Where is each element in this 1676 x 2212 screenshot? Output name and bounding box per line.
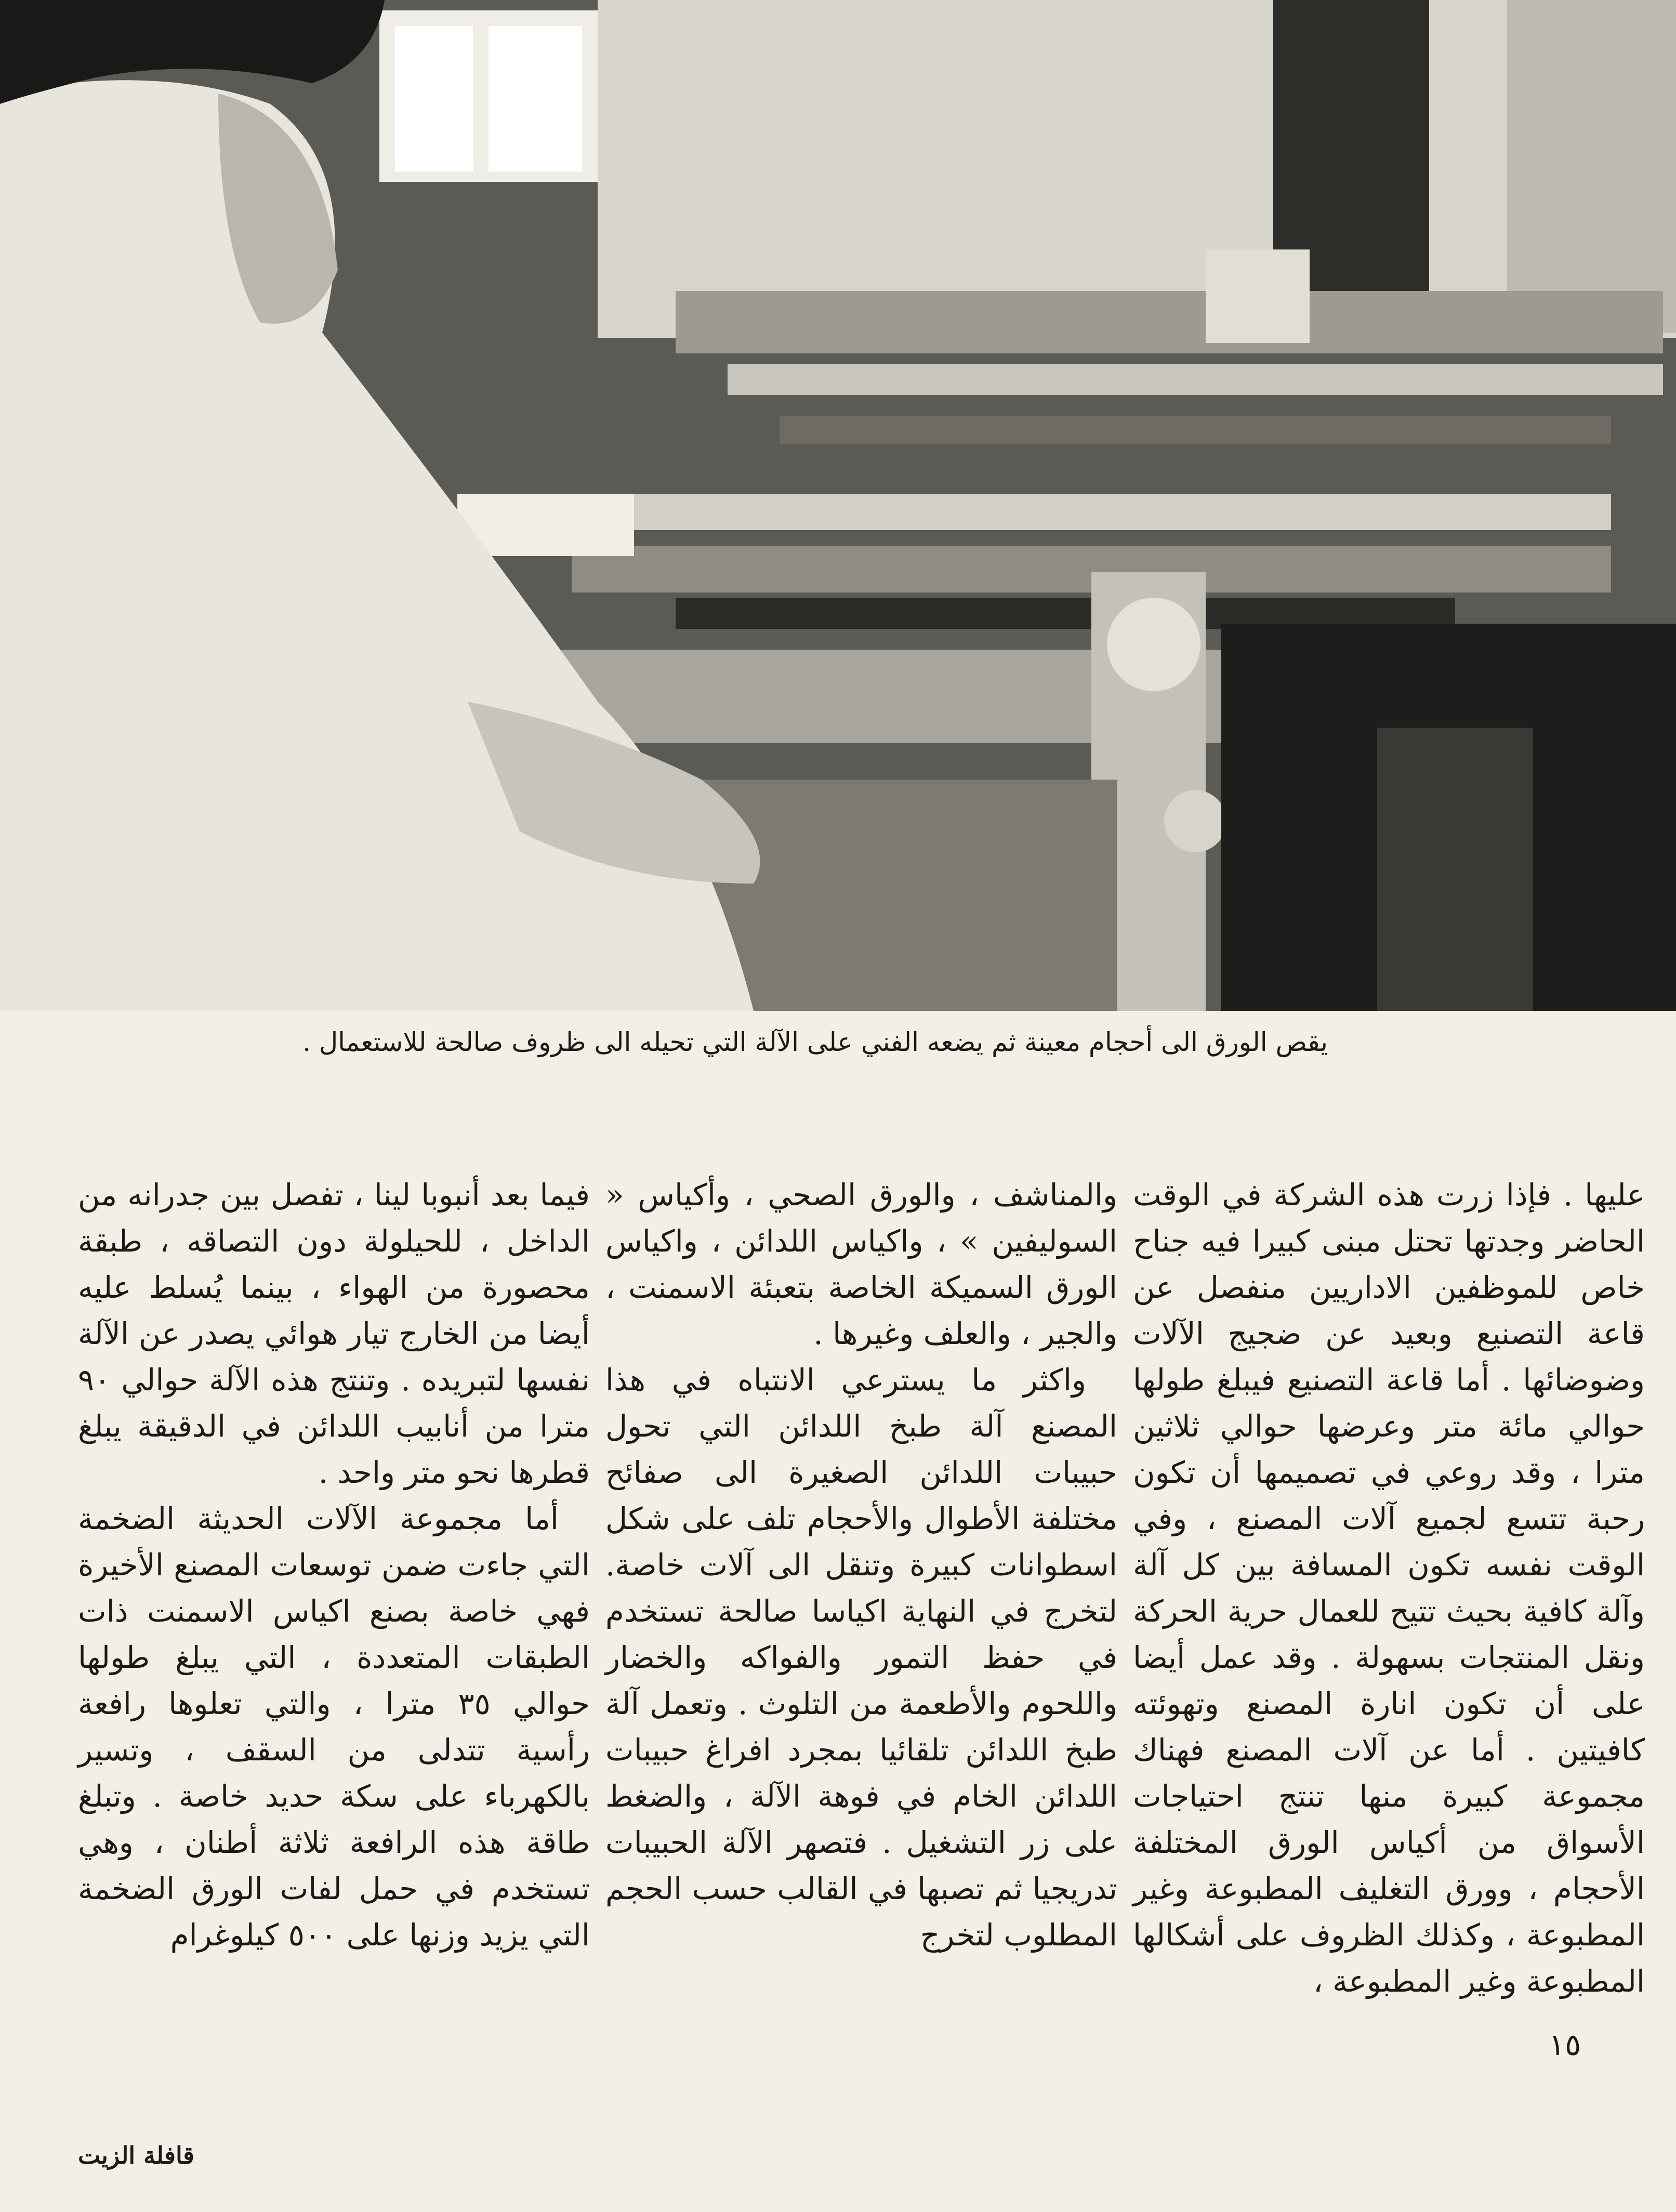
page-number: ١٥: [1549, 2027, 1581, 2062]
photo-caption: يقص الورق الى أحجام معينة ثم يضعه الفني على الآلة التي تحيله الى ظروف صالحة للاستعمال .: [302, 1027, 1328, 1057]
machine-illustration-icon: [0, 0, 1676, 1011]
column-1-paragraph-1: عليها . فإذا زرت هذه الشركة في الوقت الحاضر وجدتها تحتل مبنى كبيرا فيه جناح خاص للموظفين الاداريين منفصل عن قاعة التصنيع وبعيد عن ضجيج الآلات وضوضائها . أما قاعة التصنيع فيبلغ طولها حوالي مائة متر وعرضها حوالي ثلاثين مترا ، وقد روعي في تصميمها أن تكون رحبة تتسع لجميع آلات المصنع ، وفي الوقت نفسه تكون المسافة بين كل آلة وآلة كافية بحيث تتيح للعمال حرية الحركة ونقل المنتجات بسهولة . وقد عمل أيضا على أن تكون انارة المصنع وتهوئته كافيتين . أما عن آلات المصنع فهناك مجموعة كبيرة منها تنتج احتياجات الأسواق من أكياس الورق المختلفة الأحجام ، وورق التغليف المطبوعة وغير المطبوعة ، وكذلك الظروف على أشكالها المطبوعة وغير المطبوعة ،: [1133, 1177, 1645, 1999]
column-3-paragraph-2: أما مجموعة الآلات الحديثة الضخمة التي جاءت ضمن توسعات المصنع الأخيرة فهي خاصة بصنع اكياس الاسمنت ذات الطبقات المتعددة ، التي يبلغ طولها حوالي ٣٥ مترا ، والتي تعلوها رافعة رأسية تتدلى من السقف ، وتسير بالكهرباء على سكة حديد خاصة . وتبلغ طاقة هذه الرافعة ثلاثة أطنان ، وهي تستخدم في حمل لفات الورق الضخمة التي يزيد وزنها على ٥٠٠ كيلوغرام: [78, 1501, 590, 1953]
article-column-1: [1133, 1172, 1645, 1999]
magazine-masthead: قافلة الزيت: [78, 2141, 195, 2169]
column-3-paragraph-1: فيما بعد أنبوبا لينا ، تفصل بين جدرانه من الداخل ، للحيلولة دون التصاقه ، طبقة محصورة من الهواء ، بينما يُسلط عليه أيضا من الخارج تيار هوائي يصدر عن الآلة نفسها لتبريده . وتنتج هذه الآلة حوالي ٩٠ مترا من أنابيب اللدائن في الدقيقة يبلغ قطرها نحو متر واحد .: [78, 1177, 590, 1490]
column-2-paragraph-1: والمناشف ، والورق الصحي ، وأكياس « السوليفين » ، واكياس اللدائن ، واكياس الورق السميكة الخاصة بتعبئة الاسمنت ، والجير ، والعلف وغيرها .: [605, 1177, 1117, 1351]
factory-photo: [0, 0, 1676, 1011]
column-2-paragraph-2: واكثر ما يسترعي الانتباه في هذا المصنع آلة طبخ اللدائن التي تحول حبيبات اللدائن الصغيرة الى صفائح مختلفة الأطوال والأحجام تلف على شكل اسطوانات كبيرة وتنقل الى آلات خاصة. لتخرج في النهاية اكياسا صالحة تستخدم في حفظ التمور والفواكه والخضار واللحوم والأطعمة من التلوث . وتعمل آلة طبخ اللدائن تلقائيا بمجرد افراغ حبيبات اللدائن الخام في فوهة الآلة ، والضغط على زر التشغيل . فتصهر الآلة الحبيبات تدريجيا ثم تصبها في القالب حسب الحجم المطلوب لتخرج: [605, 1362, 1117, 1953]
article-column-3: [78, 1172, 590, 1978]
article-column-2: [605, 1172, 1117, 1978]
